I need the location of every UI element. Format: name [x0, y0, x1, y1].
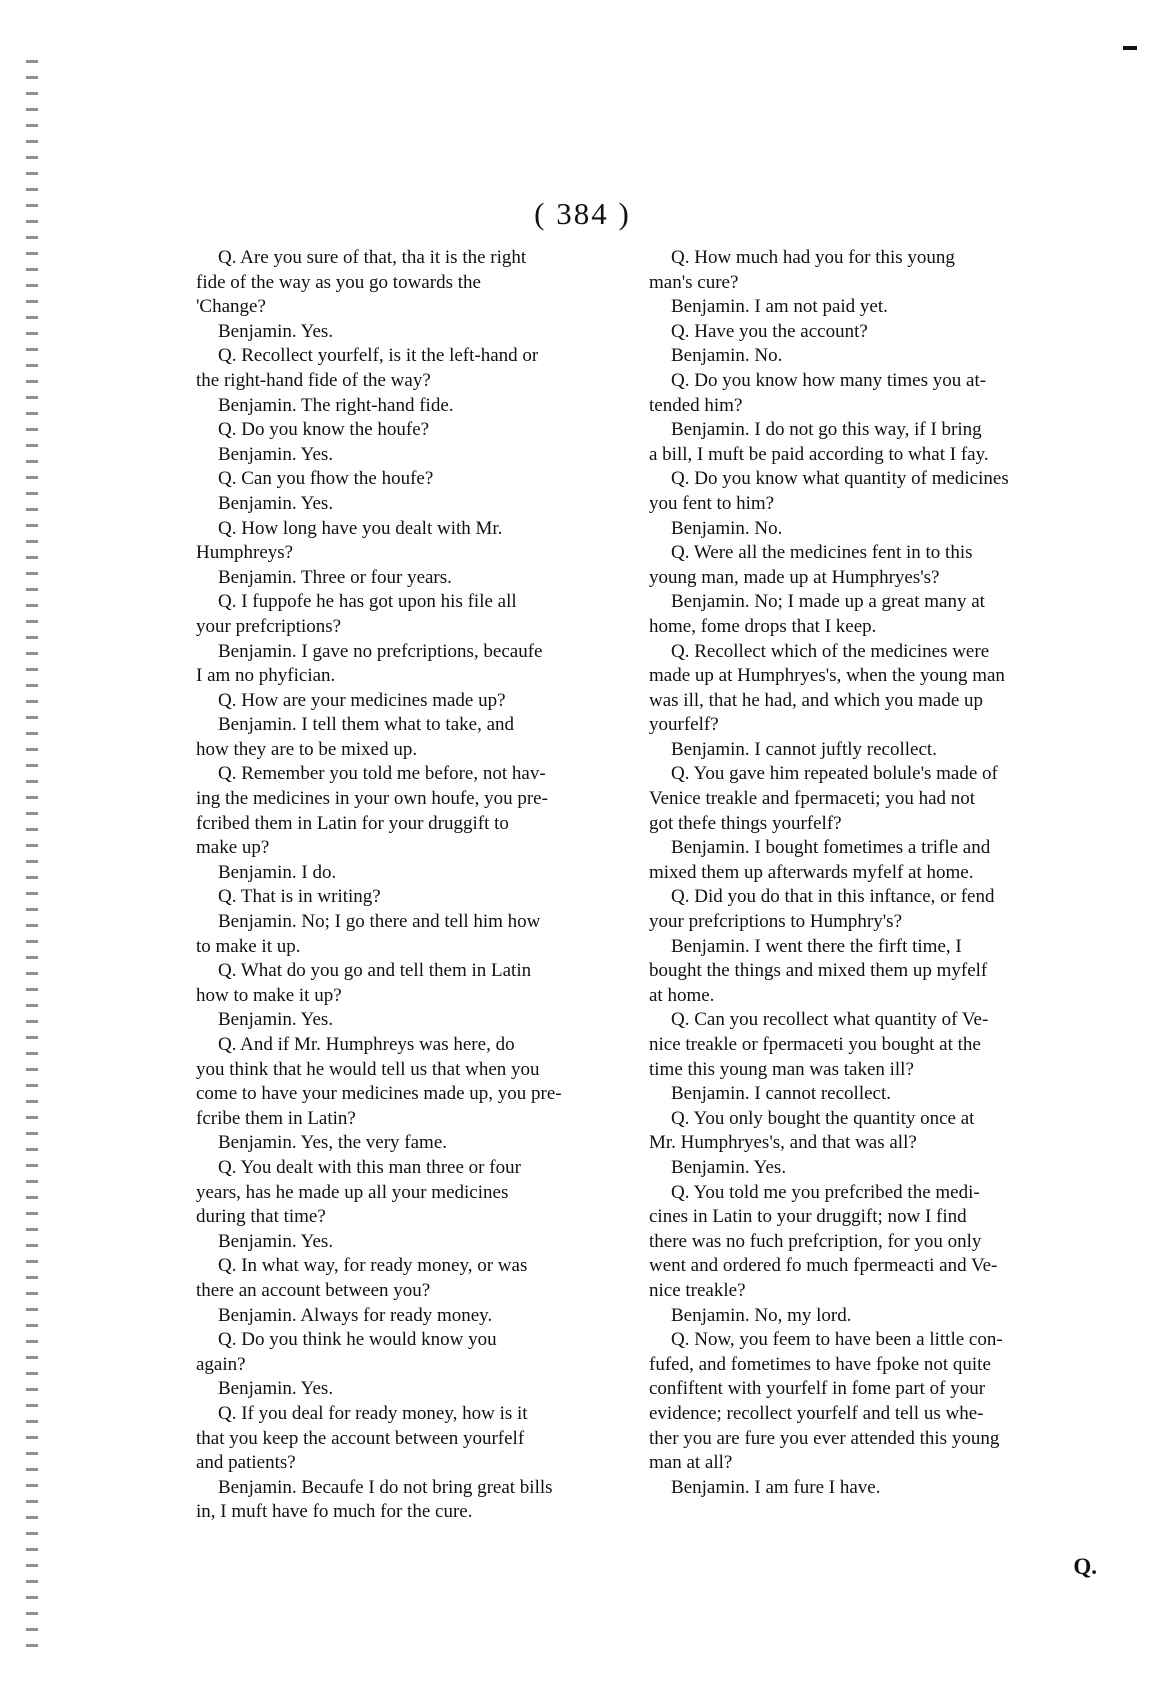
scan-corner-mark — [1123, 46, 1137, 50]
text-line: ther you are fure you ever attended this young — [649, 1427, 1000, 1449]
catchword: Q. — [1073, 1554, 1097, 1579]
text-line: that you keep the account between yourfelf — [196, 1427, 525, 1449]
text-line: Q. Were all the medicines fent in to this — [671, 542, 973, 564]
text-line: fcribed them in Latin for your druggift to — [196, 812, 509, 834]
text-line: mixed them up afterwards myfelf at home. — [649, 861, 974, 883]
text-line: Benjamin. Yes. — [218, 1378, 334, 1400]
text-line: Q. Did you do that in this inftance, or fend — [671, 886, 995, 908]
left-column — [196, 246, 633, 1525]
text-line: fufed, and fometimes to have fpoke not quite — [649, 1353, 991, 1375]
text-line: Q. Do you know how many times you at- — [671, 369, 987, 391]
text-line: Q. Can you fhow the houfe? — [218, 468, 434, 490]
text-line: Benjamin. Three or four years. — [218, 566, 452, 588]
text-line: come to have your medicines made up, you pre- — [196, 1083, 562, 1105]
text-line: man at all? — [649, 1452, 733, 1474]
text-line: Benjamin. Yes. — [218, 492, 334, 514]
text-line: tended him? — [649, 394, 743, 416]
text-line: Q. I fuppofe he has got upon his file all — [218, 591, 517, 613]
text-line: I am no phyfician. — [196, 665, 336, 687]
text-line: you fent to him? — [649, 492, 775, 514]
text-line: Benjamin. No. — [671, 345, 783, 367]
text-line: Q. You told me you prefcribed the medi- — [671, 1181, 980, 1203]
text-line: Q. What do you go and tell them in Latin — [218, 960, 532, 982]
text-line: a bill, I muft be paid according to what I fay. — [649, 443, 989, 465]
text-line: Benjamin. Yes. — [218, 1009, 334, 1031]
text-line: Q. Are you sure of that, tha it is the right — [218, 247, 527, 268]
text-line: Venice treakle and fpermaceti; you had not — [649, 788, 976, 810]
text-line: Q. Can you recollect what quantity of Ve- — [671, 1009, 989, 1031]
text-line: there an account between you? — [196, 1279, 431, 1301]
text-line: Q. That is in writing? — [218, 886, 381, 908]
text-line: 'Change? — [196, 296, 266, 318]
text-line: you think that he would tell us that when you — [196, 1058, 540, 1080]
text-line: Benjamin. No, my lord. — [671, 1304, 852, 1326]
text-line: nice treakle or fpermaceti you bought at the — [649, 1034, 981, 1055]
text-line: at home. — [649, 984, 715, 1006]
text-line: there was no fuch prefcription, for you only — [649, 1230, 982, 1252]
text-line: time this young man was taken ill? — [649, 1058, 914, 1080]
text-line: Benjamin. Yes. — [671, 1156, 787, 1178]
text-line: home, fome drops that I keep. — [649, 615, 877, 637]
text-line: Benjamin. No; I go there and tell him how — [218, 911, 541, 933]
text-line: Mr. Humphryes's, and that was all? — [649, 1132, 917, 1154]
text-line: and patients? — [196, 1452, 296, 1474]
page-number: ( 384 ) — [534, 196, 631, 231]
text-line: Benjamin. I went there the firft time, I — [671, 935, 962, 957]
text-line: bought the things and mixed them up myfelf — [649, 960, 988, 982]
text-line: fcribe them in Latin? — [196, 1107, 356, 1129]
text-line: man's cure? — [649, 271, 739, 293]
text-line: Q. You dealt with this man three or four — [218, 1156, 521, 1178]
text-line: Q. Recollect which of the medicines were — [671, 640, 990, 662]
text-line: Q. How much had you for this young — [671, 247, 955, 268]
text-line: Q. In what way, for ready money, or was — [218, 1255, 528, 1277]
text-line: how to make it up? — [196, 984, 342, 1006]
text-line: Benjamin. Yes, the very fame. — [218, 1132, 448, 1154]
text-line: Q. How are your medicines made up? — [218, 689, 506, 711]
text-line: Q. How long have you dealt with Mr. — [218, 517, 503, 539]
text-line: Q. Have you the account? — [671, 320, 868, 342]
text-line: Benjamin. I tell them what to take, and — [218, 714, 515, 736]
text-line: Q. If you deal for ready money, how is it — [218, 1402, 528, 1424]
text-line: Benjamin. Becaufe I do not bring great bills — [218, 1476, 553, 1498]
text-line: during that time? — [196, 1206, 326, 1228]
text-line: make up? — [196, 837, 270, 859]
right-column — [649, 246, 1091, 1500]
text-line: Q. Now, you feem to have been a little con- — [671, 1329, 1003, 1351]
text-line: your prefcriptions? — [196, 615, 342, 637]
text-line: nice treakle? — [649, 1279, 746, 1301]
text-line: Q. Remember you told me before, not hav- — [218, 763, 546, 785]
text-line: got thefe things yourfelf? — [649, 812, 842, 834]
text-line: made up at Humphryes's, when the young man — [649, 665, 1005, 687]
text-line: Benjamin. The right-hand fide. — [218, 394, 454, 416]
text-line: Benjamin. No; I made up a great many at — [671, 591, 985, 613]
text-line: how they are to be mixed up. — [196, 738, 418, 760]
text-line: Q. And if Mr. Humphreys was here, do — [218, 1034, 515, 1055]
text-line: Benjamin. I do not go this way, if I bring — [671, 419, 982, 441]
text-line: Benjamin. Yes. — [218, 1230, 334, 1252]
text-line: young man, made up at Humphryes's? — [649, 566, 940, 588]
text-line: to make it up. — [196, 935, 301, 957]
text-line: evidence; recollect yourfelf and tell us whe- — [649, 1402, 984, 1424]
text-line: fide of the way as you go towards the — [196, 271, 481, 293]
scan-margin-artifact — [26, 60, 38, 1660]
text-line: Benjamin. I am not paid yet. — [671, 296, 888, 318]
text-line: Benjamin. I bought fometimes a trifle and — [671, 837, 991, 859]
text-line: Benjamin. I am fure I have. — [671, 1476, 881, 1498]
text-line: Benjamin. I cannot juftly recollect. — [671, 738, 937, 760]
text-line: confiftent with yourfelf in fome part of your — [649, 1378, 986, 1400]
text-line: was ill, that he had, and which you made up — [649, 689, 984, 711]
text-line: yourfelf? — [649, 714, 719, 736]
text-line: Q. You only bought the quantity once at — [671, 1107, 975, 1129]
text-line: Humphreys? — [196, 542, 294, 564]
text-line: Benjamin. I do. — [218, 861, 337, 883]
text-line: in, I muft have fo much for the cure. — [196, 1501, 473, 1523]
text-line: Q. Do you think he would know you — [218, 1329, 497, 1351]
text-line: cines in Latin to your druggift; now I find — [649, 1206, 967, 1228]
text-line: went and ordered fo much fpermeacti and Ve- — [649, 1255, 998, 1277]
text-line: Benjamin. No. — [671, 517, 783, 539]
text-line: ing the medicines in your own houfe, you pre- — [196, 788, 548, 810]
text-line: your prefcriptions to Humphry's? — [649, 911, 903, 933]
text-line: Q. Do you know what quantity of medicines — [671, 468, 1009, 490]
text-line: Benjamin. I gave no prefcriptions, becaufe — [218, 640, 543, 662]
text-line: Benjamin. Always for ready money. — [218, 1304, 493, 1326]
text-line: Q. Do you know the houfe? — [218, 419, 430, 441]
text-line: the right-hand fide of the way? — [196, 369, 431, 391]
text-line: Benjamin. Yes. — [218, 443, 334, 465]
text-line: Benjamin. I cannot recollect. — [671, 1083, 891, 1105]
text-line: Benjamin. Yes. — [218, 320, 334, 342]
text-line: again? — [196, 1353, 246, 1375]
text-line: Q. Recollect yourfelf, is it the left-hand or — [218, 345, 539, 367]
text-line: years, has he made up all your medicines — [196, 1181, 509, 1203]
text-line: Q. You gave him repeated bolule's made of — [671, 763, 998, 785]
